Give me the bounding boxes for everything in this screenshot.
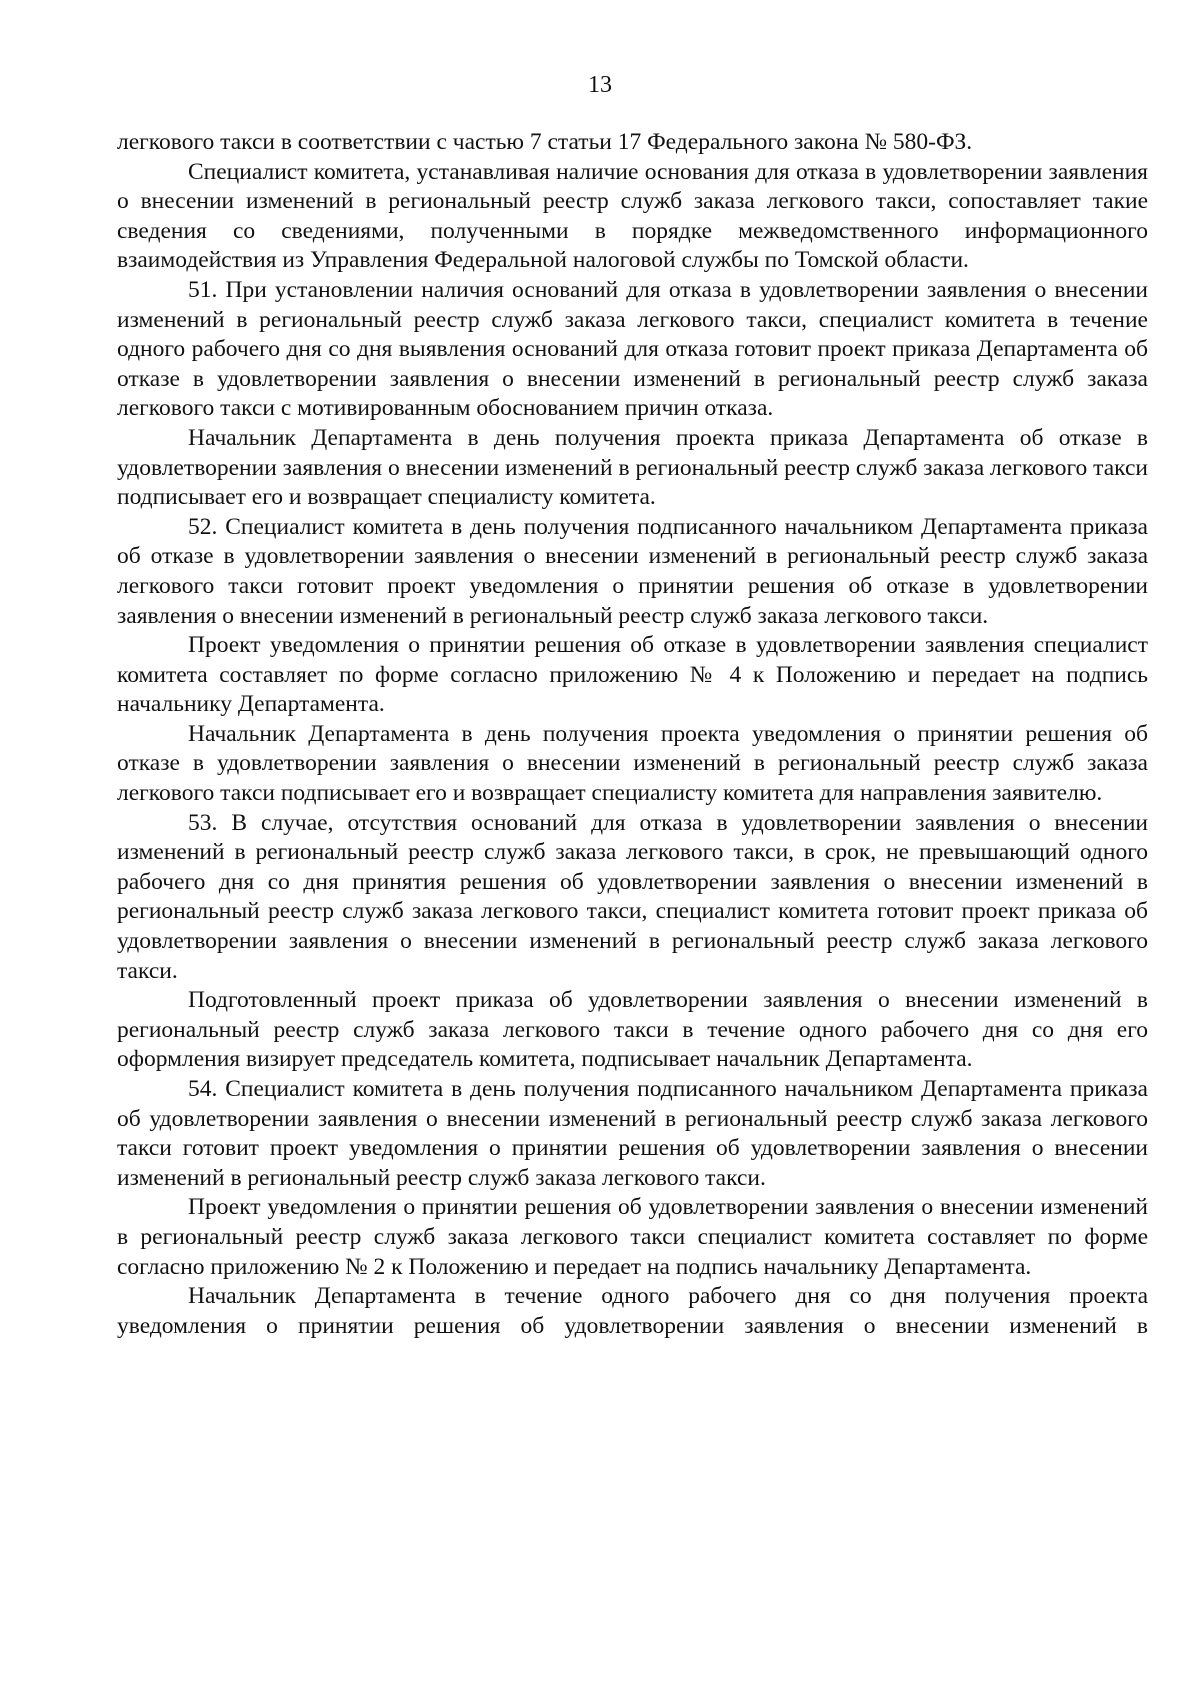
document-body [117,128,1148,1341]
paragraph: Начальник Департамента в день получения проекта приказа Департамента об отказе в удовлетворении заявления о внесении изменений в региональный реестр служб заказа легкового такси подписывает его и возвращает специалисту комитета. [117,424,1148,511]
paragraph-item-51: 51. При установлении наличия оснований для отказа в удовлетворении заявления о внесении изменений в региональный реестр служб заказа легкового такси, специалист комитета в течение одного рабочего дня со дня выявления оснований для отказа готовит проект приказа Департамента об отказе в удовлетворении заявления о внесении изменений в региональный реестр служб заказа легкового такси с мотивированным обоснованием причин отказа. [117,276,1148,422]
paragraph-item-53: 53. В случае, отсутствия оснований для отказа в удовлетворении заявления о внесении изменений в региональный реестр служб заказа легкового такси, в срок, не превышающий одного рабочего дня со дня принятия решения об удовлетворении заявления о внесении изменений в региональный реестр служб заказа легкового такси, специалист комитета готовит проект приказа об удовлетворении заявления о внесении изменений в региональный реестр служб заказа легкового такси. [117,809,1148,984]
page-number: 13 [588,72,612,98]
paragraph-continuation: легкового такси в соответствии с частью 7 статьи 17 Федерального закона № 580-ФЗ. [117,129,973,155]
paragraph-item-52: 52. Специалист комитета в день получения подписанного начальником Департамента приказа об отказе в удовлетворении заявления о внесении изменений в региональный реестр служб заказа легкового такси готовит проект уведомления о принятии решения об отказе в удовлетворении заявления о внесении изменений в региональный реестр служб заказа легкового такси. [117,513,1148,629]
paragraph: Специалист комитета, устанавливая наличие основания для отказа в удовлетворении заявления о внесении изменений в региональный реестр служб заказа легкового такси, сопоставляет такие сведения со сведениями, полученными в порядке межведомственного информационного взаимодействия из Управления Федеральной налоговой службы по Томской области. [117,158,1148,274]
paragraph: Проект уведомления о принятии решения об удовлетворении заявления о внесении изменений в региональный реестр служб заказа легкового такси специалист комитета составляет по форме согласно приложению № 2 к Положению и передает на подпись начальнику Департамента. [117,1194,1148,1280]
paragraph-item-54: 54. Специалист комитета в день получения подписанного начальником Департамента приказа об удовлетворении заявления о внесении изменений в региональный реестр служб заказа легкового такси готовит проект уведомления о принятии решения об удовлетворении заявления о внесении изменений в региональный реестр служб заказа легкового такси. [117,1076,1148,1191]
paragraph: Начальник Департамента в день получения проекта уведомления о принятии решения об отказе в удовлетворении заявления о внесении изменений в региональный реестр служб заказа легкового такси подписывает его и возвращает специалисту комитета для направления заявителю. [117,720,1148,807]
paragraph-continued-next-page: Начальник Департамента в течение одного рабочего дня со дня получения проекта уведомления о принятии решения об удовлетворении заявления о внесении изменений в [117,1283,1148,1339]
paragraph: Проект уведомления о принятии решения об отказе в удовлетворении заявления специалист комитета составляет по форме согласно приложению № 4 к Положению и передает на подпись начальнику Департамента. [117,632,1148,718]
paragraph: Подготовленный проект приказа об удовлетворении заявления о внесении изменений в региональный реестр служб заказа легкового такси в течение одного рабочего дня со дня его оформления визирует председатель комитета, подписывает начальник Департамента. [117,987,1148,1073]
